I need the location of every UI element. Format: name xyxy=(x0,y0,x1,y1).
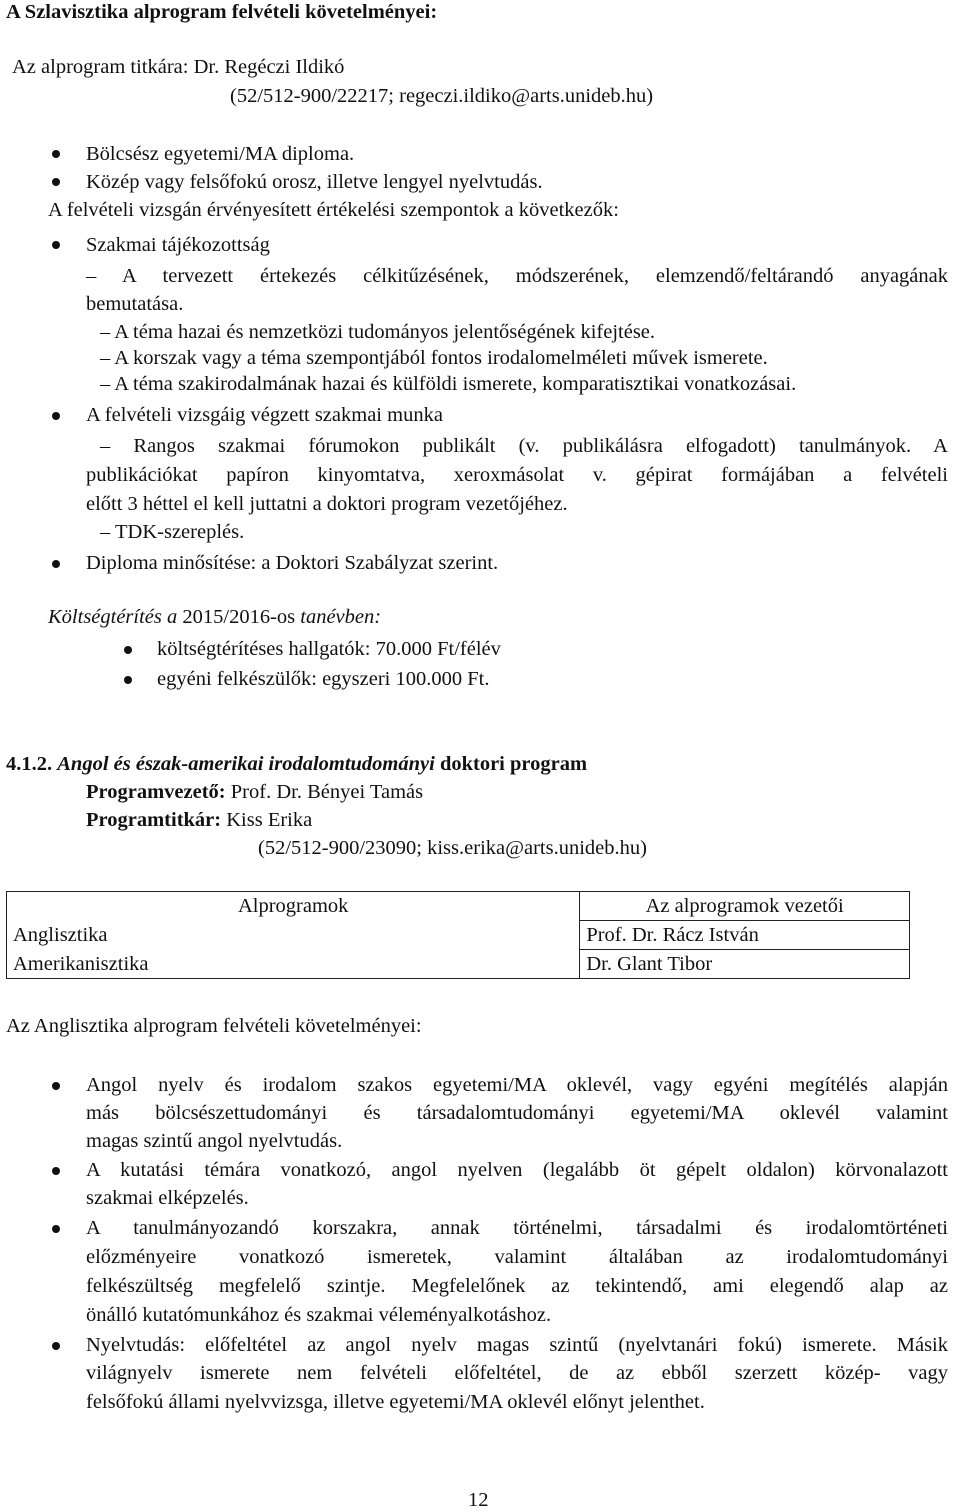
requirement-item-cont: magas szintű angol nyelvtudás. xyxy=(86,1130,343,1152)
program-leader: Programvezető: Prof. Dr. Bényei Tamás xyxy=(86,781,424,803)
criteria-subitem: – A téma szakirodalmának hazai és külföldi ismerete, komparatisztikai vonatkozásai. xyxy=(100,373,797,395)
program-title: 4.1.2. Angol és észak-amerikai irodalomtudományi doktori program xyxy=(6,753,588,775)
program-secretary: Programtitkár: Kiss Erika xyxy=(86,809,313,831)
secretary-contact: (52/512-900/23090; kiss.erika@arts.unideb.hu) xyxy=(258,837,647,859)
cost-item: egyéni felkészülők: egyszeri 100.000 Ft. xyxy=(157,668,490,690)
requirement-item-cont: szakmai elképzelés. xyxy=(86,1187,249,1209)
criteria-item: A felvételi vizsgáig végzett szakmai munka xyxy=(86,404,443,426)
criteria-item: Diploma minősítése: a Doktori Szabályzat szerint. xyxy=(86,552,499,574)
subprogram-table xyxy=(6,891,910,979)
table-header-row xyxy=(7,892,910,921)
criteria-item: Szakmai tájékozottság xyxy=(86,234,270,256)
criteria-subitem: – A korszak vagy a téma szempontjából fontos irodalomelméleti művek ismerete. xyxy=(100,347,768,369)
table-row xyxy=(7,921,910,950)
bullet-icon xyxy=(52,412,60,420)
secretary-line: Az alprogram titkára: Dr. Regéczi Ildikó xyxy=(12,56,345,78)
table-row xyxy=(7,950,910,979)
section-heading-anglisztika: Az Anglisztika alprogram felvételi követelményei: xyxy=(6,1015,422,1037)
requirement-item-cont: más bölcsészettudományi és társadalomtudományi egyetemi/MA oklevél valamint xyxy=(86,1102,948,1124)
requirement-item: Közép vagy felsőfokú orosz, illetve lengyel nyelvtudás. xyxy=(86,171,543,193)
table-cell: Prof. Dr. Rácz István xyxy=(580,921,910,950)
table-header-cell: Alprogramok xyxy=(7,892,580,921)
criteria-subitem: – Rangos szakmai fórumokon publikált (v. publikálásra elfogadott) tanulmányok. A xyxy=(100,435,948,457)
bullet-icon xyxy=(52,241,60,249)
bullet-icon xyxy=(52,560,60,568)
requirement-item: A tanulmányozandó korszakra, annak történelmi, társadalmi és irodalomtörténeti xyxy=(86,1217,948,1239)
cost-item: költségtérítéses hallgatók: 70.000 Ft/félév xyxy=(157,638,501,660)
requirement-item: Nyelvtudás: előfeltétel az angol nyelv magas szintű (nyelvtanári fokú) ismerete. Másik xyxy=(86,1334,948,1356)
criteria-subitem-cont: bemutatása. xyxy=(86,293,184,315)
bullet-icon xyxy=(52,1225,60,1233)
criteria-subitem: – A tervezett értekezés célkitűzésének, módszerének, elemzendő/feltárandó anyagának xyxy=(86,265,948,287)
table-cell: Amerikanisztika xyxy=(7,950,580,979)
bullet-icon xyxy=(52,178,60,186)
requirement-item-cont: felsőfokú állami nyelvvizsga, illetve egyetemi/MA oklevél előnyt jelenthet. xyxy=(86,1391,705,1413)
bullet-icon xyxy=(124,646,132,654)
requirement-item: Bölcsész egyetemi/MA diploma. xyxy=(86,143,355,165)
bullet-icon xyxy=(52,1082,60,1090)
requirement-item: Angol nyelv és irodalom szakos egyetemi/MA oklevél, vagy egyéni megítélés alapján xyxy=(86,1074,948,1096)
criteria-subitem-cont: előtt 3 héttel el kell juttatni a doktori program vezetőjéhez. xyxy=(86,493,568,515)
section-heading-szlavisztika: A Szlavisztika alprogram felvételi követelményei: xyxy=(6,1,438,23)
secretary-contact: (52/512-900/22217; regeczi.ildiko@arts.unideb.hu) xyxy=(230,85,654,107)
criteria-subitem-cont: publikációkat papíron kinyomtatva, xeroxmásolat v. gépirat formájában a felvételi xyxy=(86,464,948,486)
requirement-item-cont: világnyelv ismerete nem felvételi előfeltétel, de az ebből szerzett közép- vagy xyxy=(86,1362,948,1384)
bullet-icon xyxy=(52,1167,60,1175)
cost-heading: Költségtérítés a 2015/2016-os tanévben: xyxy=(48,606,382,628)
bullet-icon xyxy=(52,150,60,158)
bullet-icon xyxy=(124,676,132,684)
requirement-item-cont: felkészültség megfelelő szintje. Megfelelőnek az tekintendő, ami elegendő alap az xyxy=(86,1275,948,1297)
criteria-intro: A felvételi vizsgán érvényesített értékelési szempontok a következők: xyxy=(48,199,619,221)
requirement-item-cont: előzményeire vonatkozó ismeretek, valamint általában az irodalomtudományi xyxy=(86,1246,948,1268)
table-header-cell: Az alprogramok vezetői xyxy=(580,892,910,921)
requirement-item: A kutatási témára vonatkozó, angol nyelven (legalább öt gépelt oldalon) körvonalazott xyxy=(86,1159,948,1181)
criteria-subitem: – A téma hazai és nemzetközi tudományos jelentőségének kifejtése. xyxy=(100,321,656,343)
table-cell: Dr. Glant Tibor xyxy=(580,950,910,979)
criteria-subitem: – TDK-szereplés. xyxy=(100,521,245,543)
page-number: 12 xyxy=(468,1489,489,1511)
table-cell: Anglisztika xyxy=(7,921,580,950)
requirement-item-cont: önálló kutatómunkához és szakmai véleményalkotáshoz. xyxy=(86,1304,552,1326)
bullet-icon xyxy=(52,1342,60,1350)
